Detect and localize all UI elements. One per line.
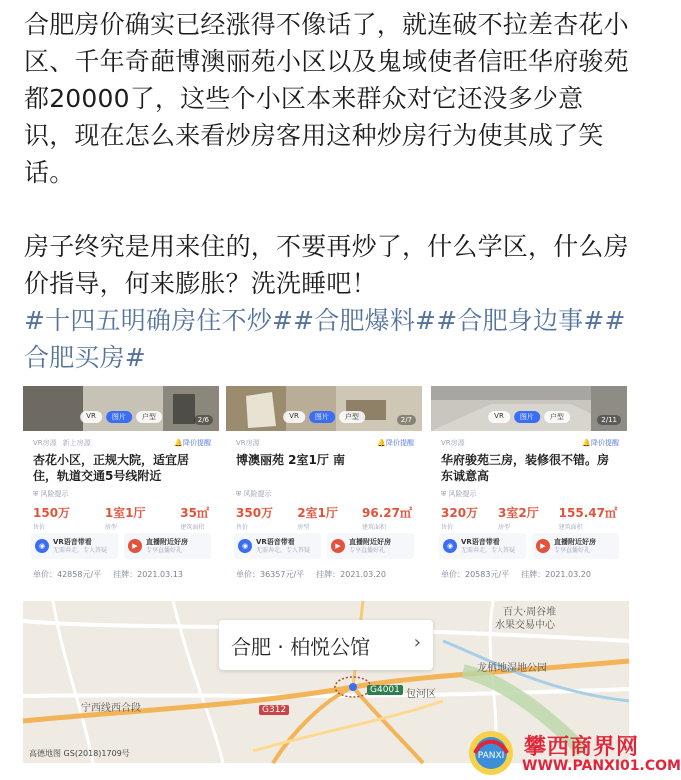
post-paragraph-1: 合肥房价确实已经涨得不像话了，就连破不拉差杏花小区、千年奇葩博澳丽苑小区以及鬼域使者信旺华府骏苑都20000了，这些个小区本来群众对它还没多少意识，现在怎么来看炒房客用这种炒房行为使其成了笑话。 xyxy=(24,10,629,187)
listing-card-2[interactable] xyxy=(226,386,422,584)
map-place-label: 百大·周谷堆 xyxy=(503,607,557,618)
listing-card-3[interactable] xyxy=(431,386,627,584)
tab-vr[interactable]: VR xyxy=(80,411,102,423)
hashtag-link[interactable]: #十四五明确房住不炒# xyxy=(24,306,294,335)
hashtag-link[interactable]: #合肥买房# xyxy=(24,306,626,372)
tag-vr: VR房源 xyxy=(236,439,260,447)
price-alert-link[interactable]: 🔔降价提醒 xyxy=(377,439,414,447)
service-buttons xyxy=(439,533,619,559)
highway-badge: G312 xyxy=(259,705,289,715)
vr-icon: ◉ xyxy=(238,539,252,553)
shield-icon: ⛨ xyxy=(33,490,39,498)
unit-price: 单价：20583元/平 xyxy=(441,570,510,579)
listing-photo[interactable] xyxy=(226,386,422,431)
post-body xyxy=(24,6,632,376)
tag-new: 新上房源 xyxy=(62,439,91,447)
listing-date: 挂牌：2021.03.13 xyxy=(113,570,183,579)
stat-price: 320万 售价 xyxy=(441,506,479,531)
tab-floorplan[interactable]: 户型 xyxy=(339,411,365,423)
bell-icon: 🔔 xyxy=(377,439,386,447)
map-place-label: 龙栖地湿地公园 xyxy=(477,663,547,674)
vr-tour-button[interactable]: ◉ VR语音带看 无需奔走，专人答疑 xyxy=(234,533,321,559)
photo-tab-group xyxy=(80,411,162,423)
vr-icon: ◉ xyxy=(443,539,457,553)
listing-date: 挂牌：2021.03.20 xyxy=(316,570,386,579)
map-place-label: 水果交易中心 xyxy=(495,620,555,631)
listing-stats xyxy=(33,504,209,531)
listing-stats xyxy=(236,504,412,531)
stat-area: 96.27㎡ 建筑面积 xyxy=(362,506,412,531)
tab-vr[interactable]: VR xyxy=(488,411,510,423)
watermark-logo xyxy=(462,726,520,780)
listing-meta xyxy=(441,438,619,448)
stat-area: 35㎡ 建筑面积 xyxy=(180,506,209,531)
tab-floorplan[interactable]: 户型 xyxy=(136,411,162,423)
map-place-label: 包河区 xyxy=(406,689,436,700)
vr-icon: ◉ xyxy=(35,539,49,553)
shield-icon: ⛨ xyxy=(236,490,242,498)
photo-counter: 2/7 xyxy=(397,415,416,425)
tag-vr: VR房源 xyxy=(441,439,465,447)
service-buttons xyxy=(31,533,211,559)
price-alert-link[interactable]: 🔔降价提醒 xyxy=(582,439,619,447)
listing-screenshots xyxy=(23,386,629,586)
hashtag-list xyxy=(24,302,632,376)
listing-title[interactable]: 华府骏苑三房，装修很不错。房东诚意高 xyxy=(441,453,610,483)
tab-vr[interactable]: VR xyxy=(283,411,305,423)
svg-text:PANXI: PANXI xyxy=(477,751,505,761)
photo-counter: 2/11 xyxy=(597,415,621,425)
stat-layout: 1室1厅 房型 xyxy=(104,506,146,531)
photo-tab-group xyxy=(283,411,365,423)
service-buttons xyxy=(234,533,414,559)
listing-title[interactable]: 杏花小区，正规大院，适宜居住，轨道交通5号线附近 xyxy=(33,453,190,483)
map-place-label: 宁西线西合段 xyxy=(81,703,141,714)
photo-tab-group xyxy=(488,411,570,423)
watermark-url: WWW.PANXI01.COM xyxy=(522,758,681,774)
stat-area: 155.47㎡ 建筑面积 xyxy=(558,506,617,531)
post-paragraph-2: 房子终究是用来住的，不要再炒了，什么学区，什么房价指导，何来膨胀？洗洗睡吧！ xyxy=(24,232,629,298)
tab-photos[interactable]: 图片 xyxy=(106,411,132,423)
stat-price: 350万 售价 xyxy=(236,506,274,531)
map-brand: 高德地图 xyxy=(29,749,61,758)
risk-notice[interactable]: ⛨ 风险提示 xyxy=(441,490,477,498)
live-stream-button[interactable]: ▶ 直播附近好房 专享直播好礼 xyxy=(327,533,414,559)
tag-vr: VR房源 xyxy=(33,439,57,447)
hashtag-link[interactable]: #合肥身边事# xyxy=(436,306,605,335)
highway-badge: G4001 xyxy=(367,685,403,695)
tab-floorplan[interactable]: 户型 xyxy=(544,411,570,423)
photo-counter: 2/6 xyxy=(194,415,213,425)
vr-tour-button[interactable]: ◉ VR语音带看 无需奔走，专人答疑 xyxy=(439,533,526,559)
listing-meta xyxy=(236,438,414,448)
map-copyright: 高德地图 GS(2018)1709号 xyxy=(29,749,130,758)
map-location-label[interactable]: 合肥 · 柏悦公馆 › xyxy=(219,620,433,670)
live-icon: ▶ xyxy=(536,539,550,553)
stat-price: 150万 售价 xyxy=(33,506,71,531)
risk-notice[interactable]: ⛨ 风险提示 xyxy=(33,490,69,498)
bell-icon: 🔔 xyxy=(582,439,591,447)
bell-icon: 🔔 xyxy=(174,439,183,447)
price-alert-link[interactable]: 🔔降价提醒 xyxy=(174,439,211,447)
listing-meta xyxy=(33,438,211,448)
listing-footer xyxy=(236,569,414,580)
live-icon: ▶ xyxy=(128,539,142,553)
tab-photos[interactable]: 图片 xyxy=(514,411,540,423)
listing-card-1[interactable] xyxy=(23,386,219,584)
listing-title[interactable]: 博澳丽苑 2室1厅 南 xyxy=(236,453,346,467)
unit-price: 单价：42858元/平 xyxy=(33,570,102,579)
listing-date: 挂牌：2021.03.20 xyxy=(521,570,591,579)
listing-footer xyxy=(33,569,211,580)
listing-footer xyxy=(441,569,619,580)
live-stream-button[interactable]: ▶ 直播附近好房 专享直播好礼 xyxy=(532,533,619,559)
watermark-title: 攀西商界网 xyxy=(524,735,640,760)
hashtag-link[interactable]: #合肥爆料# xyxy=(293,306,437,335)
vr-tour-button[interactable]: ◉ VR语音带看 无需奔走，专人答疑 xyxy=(31,533,118,559)
chevron-right-icon: › xyxy=(413,632,421,653)
live-icon: ▶ xyxy=(331,539,345,553)
tab-photos[interactable]: 图片 xyxy=(309,411,335,423)
site-watermark xyxy=(462,726,681,780)
live-stream-button[interactable]: ▶ 直播附近好房 专享直播好礼 xyxy=(124,533,211,559)
listing-photo[interactable] xyxy=(431,386,627,431)
risk-notice[interactable]: ⛨ 风险提示 xyxy=(236,490,272,498)
stat-layout: 3室2厅 房型 xyxy=(498,506,539,531)
shield-icon: ⛨ xyxy=(441,490,447,498)
stat-layout: 2室1厅 房型 xyxy=(297,506,338,531)
listing-stats xyxy=(441,504,617,531)
listing-photo[interactable] xyxy=(23,386,219,431)
unit-price: 单价：36357元/平 xyxy=(236,570,305,579)
